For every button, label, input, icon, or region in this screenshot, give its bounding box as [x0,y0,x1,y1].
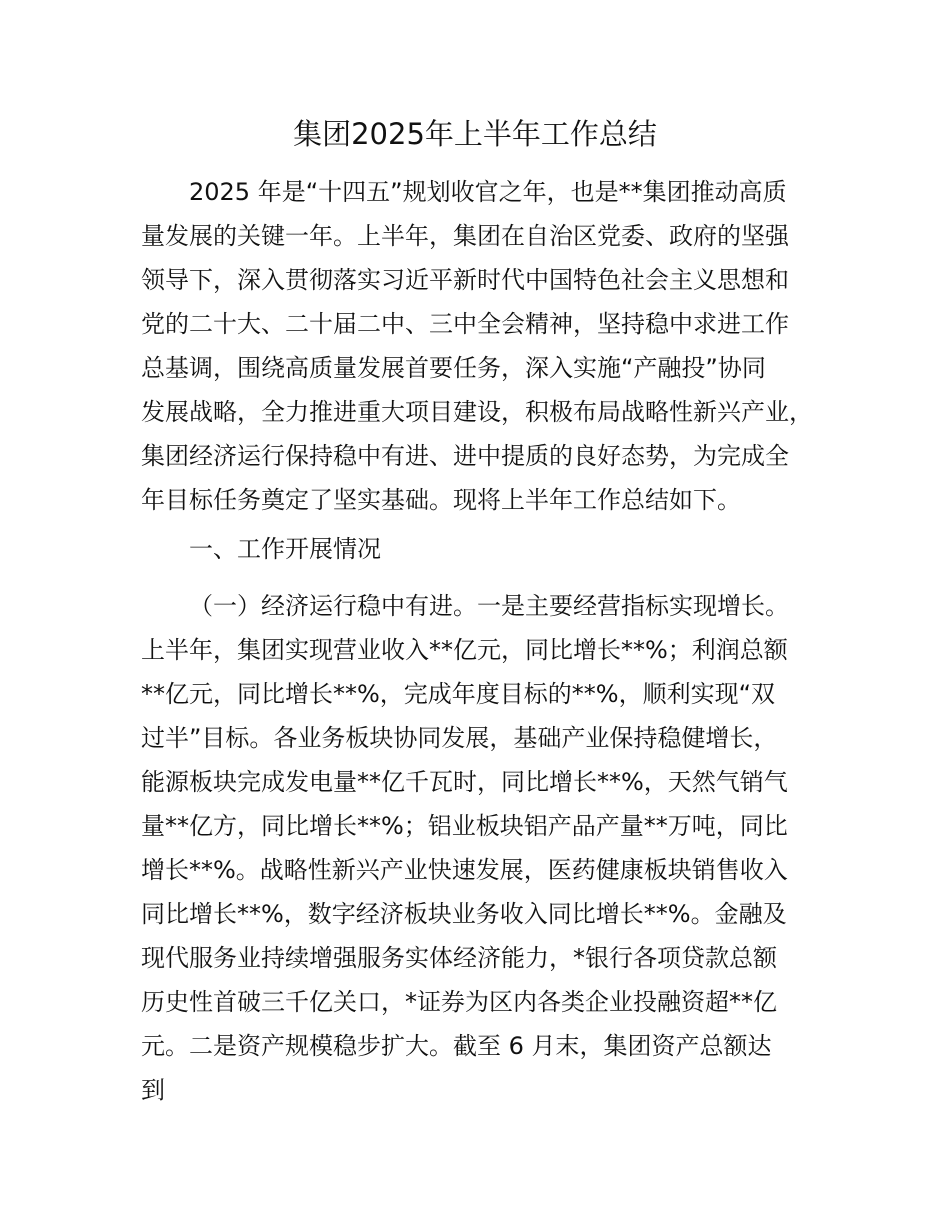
economic-operation-paragraph [141,584,816,1112]
paragraph-line: 能源板块完成发电量**亿千瓦时，同比增长**%，天然气销气 [141,768,788,796]
paragraph-line: 到 [141,1076,165,1104]
paragraph-line: 党的二十大、二十届二中、三中全会精神，坚持稳中求进工作 [141,310,789,338]
paragraph-line: 发展战略，全力推进重大项目建设，积极布局战略性新兴产业， [141,398,813,426]
paragraph-line: 同比增长**%，数字经济板块业务收入同比增长**%。金融及 [141,900,787,928]
paragraph-line: （一）经济运行稳中有进。一是主要经营指标实现增长。 [189,592,789,620]
paragraph-line: 上半年，集团实现营业收入**亿元，同比增长**%；利润总额 [141,636,788,664]
paragraph-line: 领导下，深入贯彻落实习近平新时代中国特色社会主义思想和 [141,266,789,294]
paragraph-line: 过半”目标。各业务板块协同发展，基础产业保持稳健增长， [141,724,778,752]
intro-paragraph [141,170,816,522]
paragraph-line: 量**亿方，同比增长**%；铝业板块铝产品产量**万吨，同比 [141,812,788,840]
section-heading: 一、工作开展情况 [189,535,381,563]
paragraph-line: 总基调，围绕高质量发展首要任务，深入实施“产融投”协同 [141,354,766,382]
document-title: 集团2025年上半年工作总结 [293,117,657,151]
paragraph-line: 增长**%。战略性新兴产业快速发展，医药健康板块销售收入 [141,856,788,884]
paragraph-line: 现代服务业持续增强服务实体经济能力，*银行各项贷款总额 [141,944,777,972]
paragraph-line: **亿元，同比增长**%，完成年度目标的**%，顺利实现“双 [141,680,776,708]
paragraph-line: 历史性首破三千亿关口，*证券为区内各类企业投融资超**亿 [141,988,777,1016]
paragraph-line: 年目标任务奠定了坚实基础。现将上半年工作总结如下。 [141,486,741,514]
paragraph-line: 2025 年是“十四五”规划收官之年，也是**集团推动高质 [189,178,787,206]
paragraph-line: 元。二是资产规模稳步扩大。截至 6 月末，集团资产总额达 [141,1032,772,1060]
paragraph-line: 集团经济运行保持稳中有进、进中提质的良好态势，为完成全 [141,442,789,470]
paragraph-line: 量发展的关键一年。上半年，集团在自治区党委、政府的坚强 [141,222,789,250]
